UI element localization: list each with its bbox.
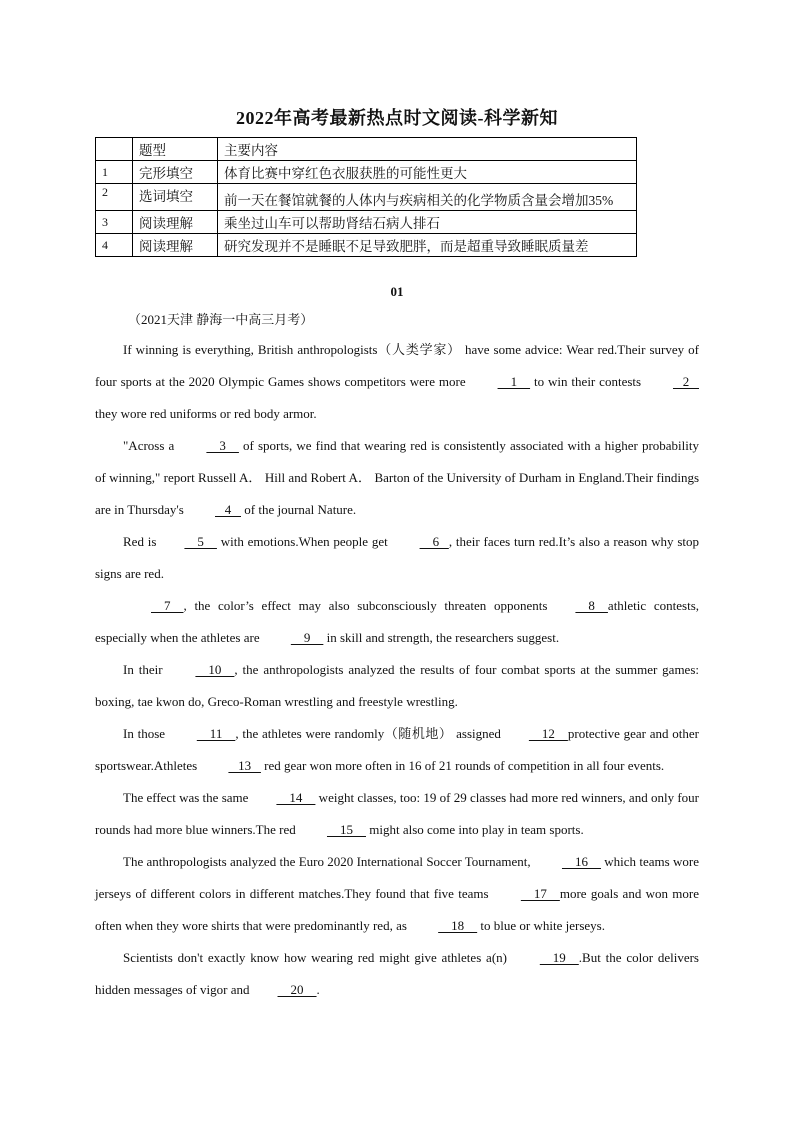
passage-text: . [316, 982, 320, 997]
cloze-blank: 2 [672, 374, 699, 389]
table-row [96, 211, 637, 234]
cloze-blank: 6 [419, 534, 449, 549]
cloze-blank: 1 [497, 374, 531, 389]
passage-text: , their faces turn red.It’s also a reason why stop signs are red. [95, 534, 699, 581]
passage-paragraph [95, 526, 699, 590]
table-row [96, 234, 637, 257]
row-content: 乘坐过山车可以帮助肾结石病人排石 [218, 211, 637, 234]
passage-text: weight classes, too: 19 of 29 classes had more red winners, and only four rounds had more blue winners.The red [95, 790, 699, 837]
cloze-blank: 17 [520, 886, 560, 901]
cloze-blank: 8 [575, 598, 608, 613]
row-type: 完形填空 [133, 161, 218, 184]
passage-text: more goals and won more often when they wore shirts that were predominantly red, as [95, 886, 699, 933]
passage-text: Scientists don't exactly know how wearing red might give athletes a(n) [123, 950, 512, 965]
passage-text: in skill and strength, the researchers suggest. [323, 630, 560, 645]
passage-paragraph [95, 942, 699, 1006]
passage-text: of sports, we find that wearing red is consistently associated with a higher probability of winning," report Russell A． Hill and Robert A． Barton of the University of Durham in England.Their findings are in Thursday's [95, 438, 699, 517]
cloze-blank: 11 [196, 726, 236, 741]
cloze-passage [95, 334, 699, 1006]
passage-paragraph [95, 590, 699, 654]
row-type: 选词填空 [133, 184, 218, 211]
table-header-row [96, 138, 637, 161]
cloze-blank: 7 [151, 598, 184, 613]
passage-text: If winning is everything, British anthropologists（人类学家） have some advice: Wear red.Their survey of four sports at the 2020 Olympic Games shows competitors were more [95, 342, 699, 389]
page-title: 2022年高考最新热点时文阅读-科学新知 [236, 108, 558, 128]
cloze-blank: 12 [528, 726, 568, 741]
cloze-blank: 5 [184, 534, 217, 549]
header-type: 题型 [133, 138, 218, 161]
header-num [96, 138, 133, 161]
cloze-blank: 18 [438, 918, 478, 933]
passage-text: red gear won more often in 16 of 21 rounds of competition in all four events. [260, 758, 665, 773]
passage-text: The effect was the same [123, 790, 249, 805]
passage-text: to win their contests [530, 374, 645, 389]
cloze-blank: 20 [277, 982, 317, 997]
passage-paragraph [95, 718, 699, 782]
row-type: 阅读理解 [133, 211, 218, 234]
passage-text: , the anthropologists analyzed the results of four combat sports at the summer games: boxing, tae kwon do, Greco-Roman wrestling and freestyle wrestling. [95, 662, 699, 709]
table-row [96, 161, 637, 184]
passage-text: In those [123, 726, 169, 741]
passage-text: athletic contests, especially when the athletes are [95, 598, 699, 645]
passage-text: Red is [123, 534, 157, 549]
passage-paragraph [95, 430, 699, 526]
cloze-blank: 13 [228, 758, 261, 773]
passage-text: might also come into play in team sports. [365, 822, 584, 837]
source-note: （2021天津 静海一中高三月考） [128, 312, 314, 327]
table-row [96, 184, 637, 211]
section-number: 01 [390, 284, 404, 299]
passage-text: with emotions.When people get [216, 534, 392, 549]
passage-text: In their [123, 662, 168, 677]
passage-text: which teams wore jerseys of different colors in different matches.They found that five teams [95, 854, 699, 901]
passage-text: , the athletes were randomly（随机地） assigned [235, 726, 501, 741]
cloze-blank: 14 [276, 790, 316, 805]
cloze-blank: 15 [326, 822, 366, 837]
passage-paragraph [95, 782, 699, 846]
contents-table [95, 137, 637, 257]
cloze-blank: 4 [215, 502, 241, 517]
passage-text: "Across a [123, 438, 179, 453]
row-type: 阅读理解 [133, 234, 218, 257]
passage-text: they wore red uniforms or red body armor. [95, 406, 317, 421]
passage-text: , the color’s effect may also subconsciously threaten opponents [183, 598, 548, 613]
passage-text: to blue or white jerseys. [477, 918, 605, 933]
passage-paragraph [95, 846, 699, 942]
cloze-blank: 16 [561, 854, 601, 869]
cloze-blank: 19 [539, 950, 579, 965]
passage-text: The anthropologists analyzed the Euro 2020 International Soccer Tournament, [123, 854, 534, 869]
passage-paragraph [95, 334, 699, 430]
cloze-blank: 10 [195, 662, 235, 677]
passage-text: protective gear and other sportswear.Athletes [95, 726, 699, 773]
row-num: 2 [96, 184, 133, 211]
cloze-blank: 3 [206, 438, 239, 453]
row-content: 体育比赛中穿红色衣服获胜的可能性更大 [218, 161, 637, 184]
row-content: 前一天在餐馆就餐的人体内与疾病相关的化学物质含量会增加35% [218, 184, 637, 211]
row-num: 1 [96, 161, 133, 184]
passage-text: of the journal Nature. [241, 502, 357, 517]
row-content: 研究发现并不是睡眠不足导致肥胖，而是超重导致睡眠质量差 [218, 234, 637, 257]
passage-text: .But the color delivers hidden messages of vigor and [95, 950, 699, 997]
row-num: 3 [96, 211, 133, 234]
row-num: 4 [96, 234, 133, 257]
header-content: 主要内容 [218, 138, 637, 161]
passage-paragraph [95, 654, 699, 718]
cloze-blank: 9 [290, 630, 324, 645]
